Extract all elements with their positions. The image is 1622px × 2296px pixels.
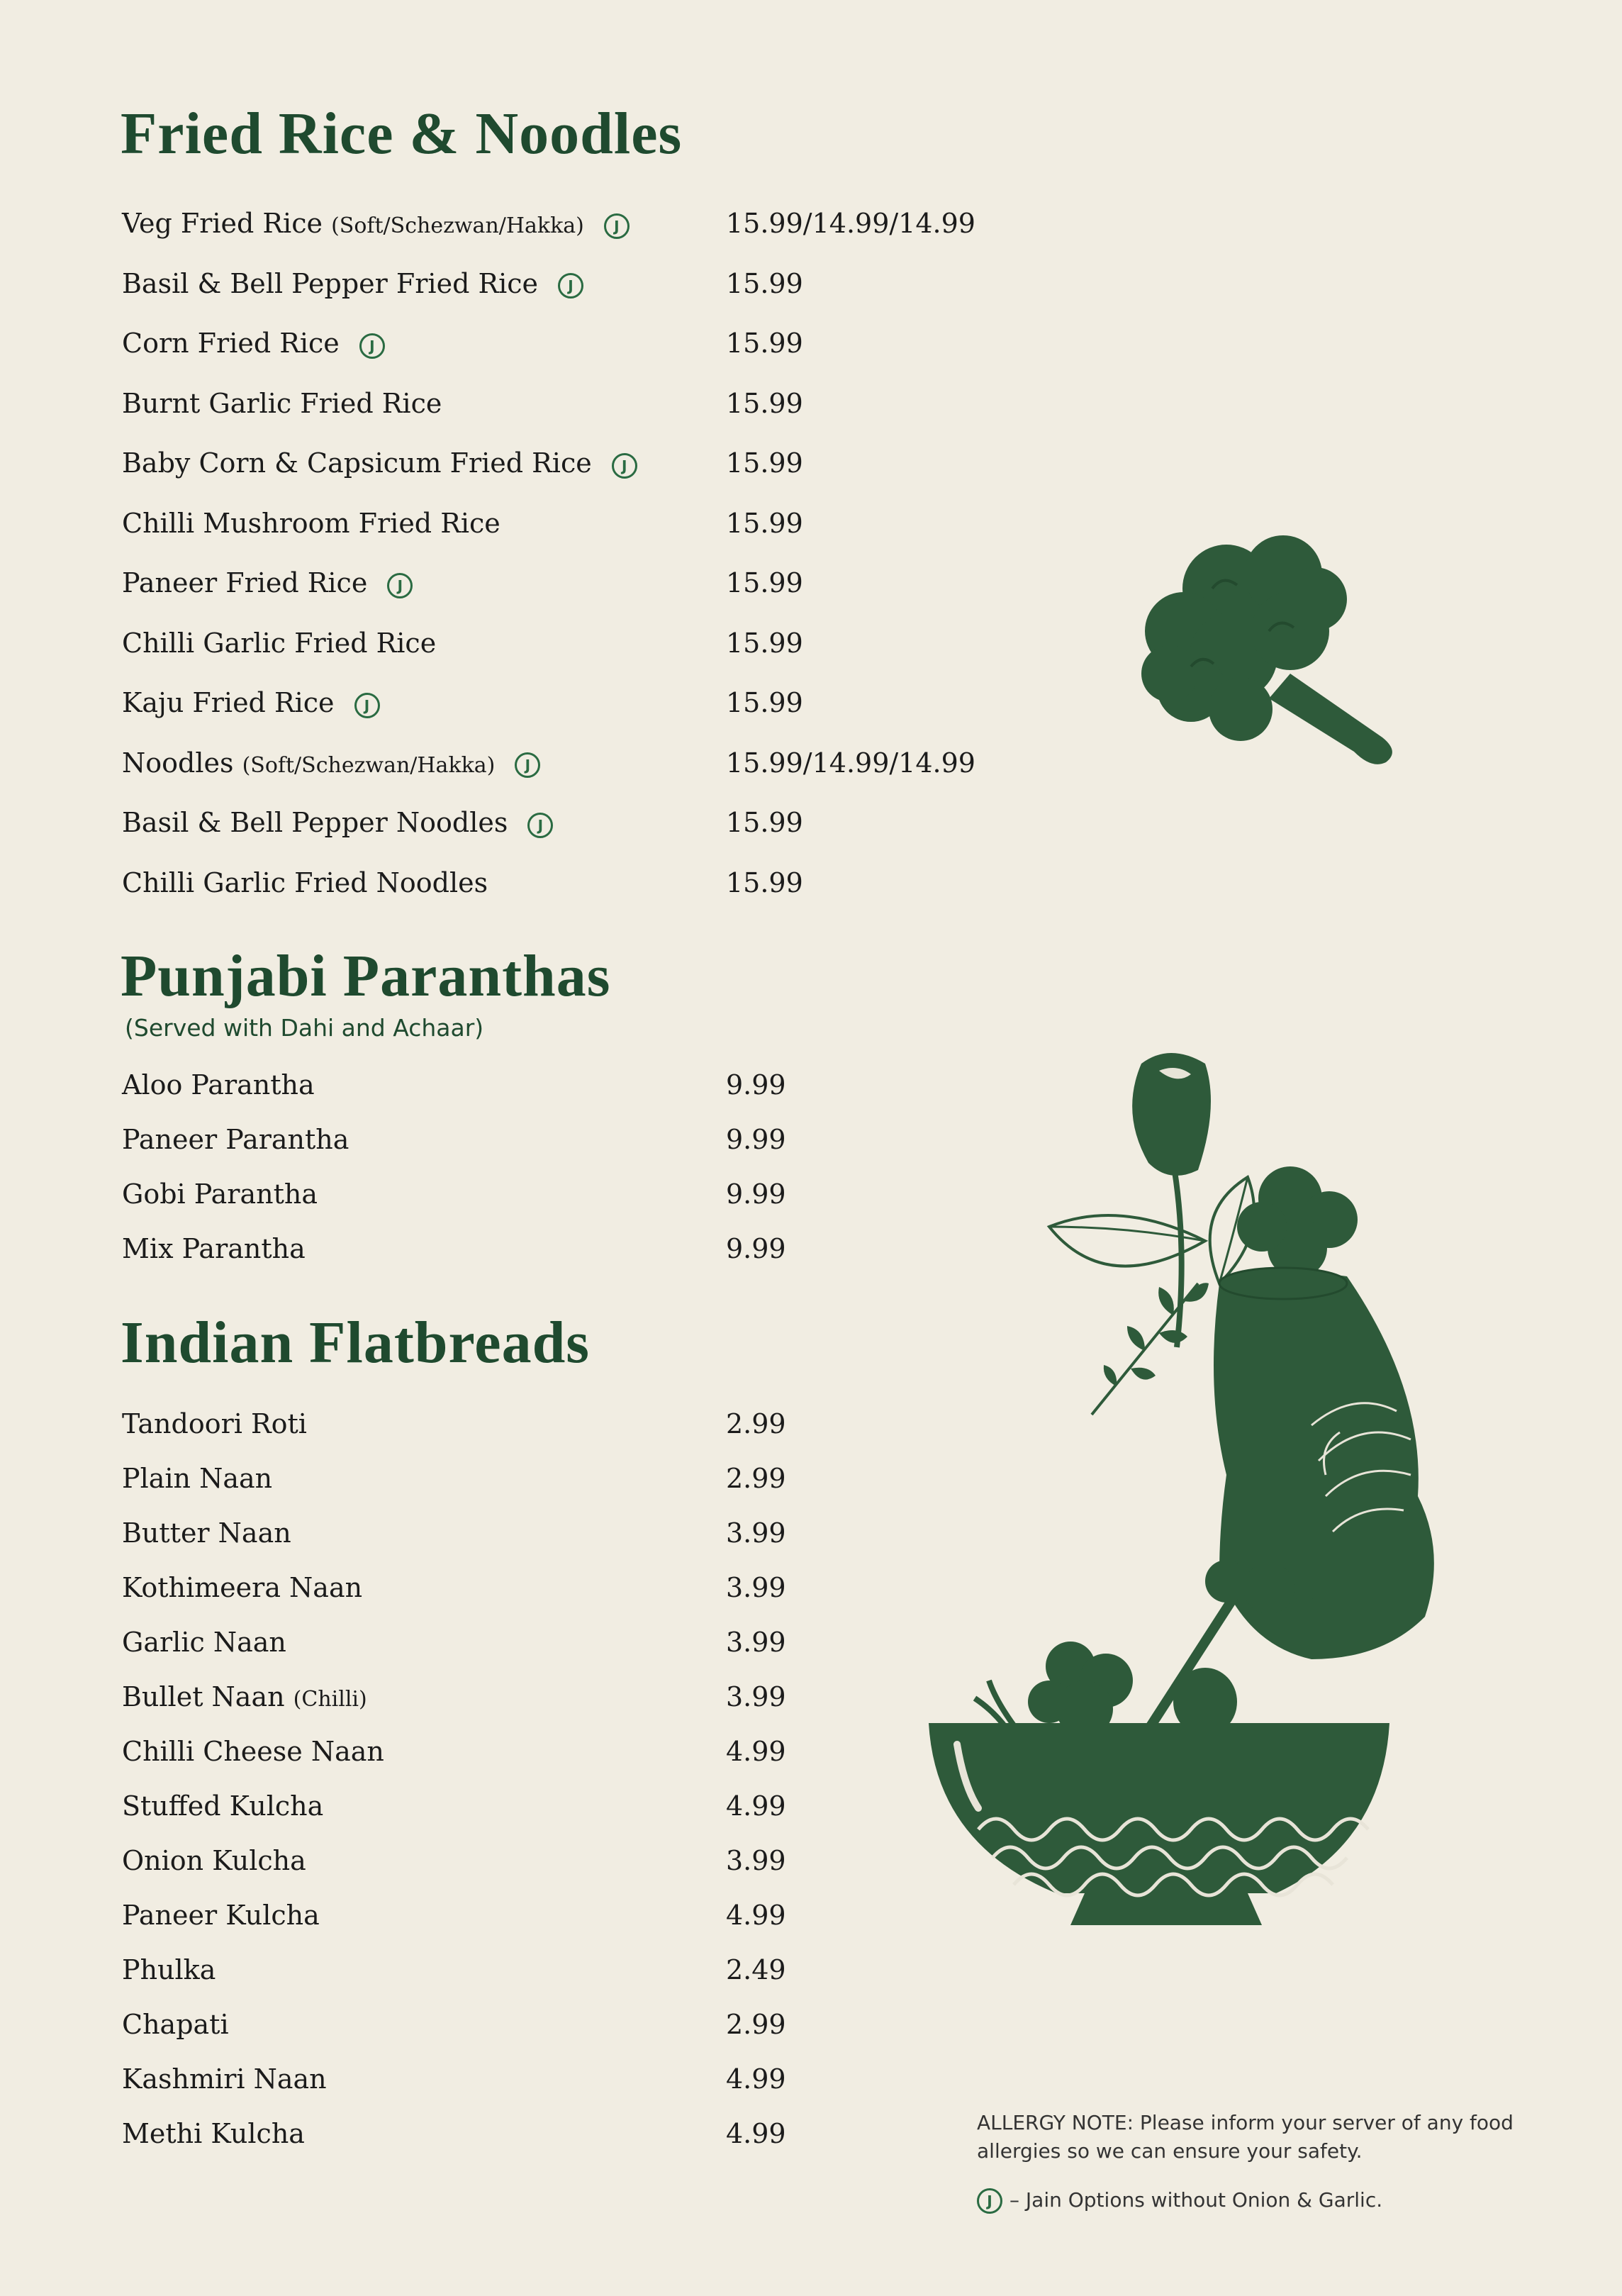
menu-item <box>122 1730 1044 1773</box>
menu-item-name <box>122 1676 367 1721</box>
menu-item-name <box>122 202 630 247</box>
menu-item-label: Chapati <box>122 2009 229 2040</box>
jain-icon: J <box>604 213 630 239</box>
menu-item-price: 9.99 <box>726 1069 786 1100</box>
menu-item-price: 15.99 <box>726 447 803 479</box>
menu-item-name <box>122 2003 229 2046</box>
menu-item-price: 2.99 <box>726 1408 786 1439</box>
menu-item-name <box>122 1621 286 1664</box>
jain-icon: J <box>977 2188 1002 2214</box>
menu-item-label: Basil & Bell Pepper Noodles <box>122 807 508 838</box>
menu-item-label: Chilli Mushroom Fried Rice <box>122 507 500 539</box>
menu-item <box>122 801 1044 844</box>
menu-item-price: 15.99 <box>726 567 803 598</box>
menu-item-price: 9.99 <box>726 1233 786 1264</box>
menu-item-label: Veg Fried Rice <box>122 208 323 239</box>
menu-item-price: 15.99/14.99/14.99 <box>726 747 975 779</box>
menu-item-price: 2.99 <box>726 2009 786 2040</box>
broccoli-illustration <box>1127 525 1411 773</box>
jain-icon: J <box>354 693 380 718</box>
menu-item-name <box>122 1730 384 1773</box>
menu-item-label: Methi Kulcha <box>122 2118 305 2149</box>
menu-item-label: Paneer Kulcha <box>122 1900 320 1931</box>
menu-item-price: 15.99 <box>726 507 803 539</box>
menu-item <box>122 1949 1044 1991</box>
menu-item-label: Paneer Parantha <box>122 1124 349 1155</box>
menu-item <box>122 562 1044 604</box>
menu-item <box>122 1839 1044 1882</box>
menu-item-price: 4.99 <box>726 1790 786 1822</box>
menu-item-label: Corn Fried Rice <box>122 328 340 359</box>
menu-item-price: 15.99/14.99/14.99 <box>726 208 975 239</box>
menu-item <box>122 2112 1044 2155</box>
menu-item <box>122 742 1044 784</box>
menu-item-price: 2.49 <box>726 1954 786 1985</box>
menu-item-name <box>122 862 488 904</box>
menu-item-label: Baby Corn & Capsicum Fried Rice <box>122 447 592 479</box>
section-title-fried-rice: Fried Rice & Noodles <box>121 101 683 167</box>
menu-item-label: Chilli Garlic Fried Rice <box>122 627 437 659</box>
menu-item <box>122 2003 1044 2046</box>
menu-item-label: Chilli Garlic Fried Noodles <box>122 866 488 898</box>
jain-legend-text: – Jain Options without Onion & Garlic. <box>1009 2188 1383 2212</box>
menu-item-label: Plain Naan <box>122 1463 273 1494</box>
menu-item-label: Garlic Naan <box>122 1627 286 1658</box>
menu-item-price: 9.99 <box>726 1124 786 1155</box>
menu-item-name <box>122 1403 307 1445</box>
menu-item-name <box>122 502 500 545</box>
menu-item-price: 3.99 <box>726 1572 786 1603</box>
menu-item-name <box>122 1894 320 1936</box>
menu-item-name <box>122 262 583 305</box>
menu-item-price: 3.99 <box>726 1517 786 1549</box>
menu-item-price: 15.99 <box>726 687 803 718</box>
menu-item <box>122 322 1044 364</box>
menu-item-name <box>122 681 380 724</box>
menu-item <box>122 622 1044 664</box>
menu-item-price: 3.99 <box>726 1845 786 1876</box>
jain-icon: J <box>527 813 553 838</box>
menu-item-name <box>122 1118 349 1161</box>
menu-item-name <box>122 2112 305 2155</box>
jain-legend <box>977 2188 1382 2214</box>
menu-item-name <box>122 1566 362 1609</box>
menu-item-label: Onion Kulcha <box>122 1845 306 1876</box>
menu-item-name <box>122 1064 315 1106</box>
menu-item-name <box>122 742 540 787</box>
jain-icon: J <box>359 333 385 359</box>
menu-item <box>122 2058 1044 2100</box>
menu-item-name <box>122 442 637 484</box>
menu-item <box>122 862 1044 904</box>
menu-item-name <box>122 801 553 844</box>
menu-item-label: Chilli Cheese Naan <box>122 1736 384 1767</box>
menu-item-name <box>122 562 413 604</box>
menu-item <box>122 1785 1044 1827</box>
menu-item <box>122 1173 1044 1215</box>
menu-item-name <box>122 1839 306 1882</box>
menu-item-label: Phulka <box>122 1954 216 1985</box>
menu-item-label: Kaju Fried Rice <box>122 687 335 718</box>
menu-item <box>122 1566 1044 1609</box>
menu-item-name <box>122 1457 272 1500</box>
menu-item-label: Butter Naan <box>122 1517 291 1549</box>
hand-bowl-illustration <box>922 1042 1524 1985</box>
menu-item-label: Kashmiri Naan <box>122 2063 327 2095</box>
menu-item-name <box>122 1512 291 1554</box>
menu-item-note: (Soft/Schezwan/Hakka) <box>242 752 496 778</box>
menu-item-price: 15.99 <box>726 807 803 838</box>
section-title-flatbreads: Indian Flatbreads <box>121 1310 590 1376</box>
menu-item-label: Bullet Naan <box>122 1681 285 1712</box>
menu-item-price: 2.99 <box>726 1463 786 1494</box>
menu-item <box>122 1118 1044 1161</box>
menu-item <box>122 1512 1044 1554</box>
menu-item-price: 3.99 <box>726 1627 786 1658</box>
menu-item-label: Paneer Fried Rice <box>122 567 368 598</box>
menu-item-price: 4.99 <box>726 1736 786 1767</box>
menu-item <box>122 1457 1044 1500</box>
jain-icon: J <box>387 573 413 598</box>
menu-item-price: 15.99 <box>726 866 803 898</box>
menu-item-label: Stuffed Kulcha <box>122 1790 324 1822</box>
menu-item <box>122 1064 1044 1106</box>
menu-item-price: 4.99 <box>726 2118 786 2149</box>
menu-item <box>122 1621 1044 1664</box>
menu-item <box>122 1894 1044 1936</box>
menu-item <box>122 1403 1044 1445</box>
menu-item <box>122 1676 1044 1718</box>
menu-item-price: 15.99 <box>726 387 803 419</box>
paranthas-subtitle: (Served with Dahi and Achaar) <box>125 1014 484 1042</box>
menu-item-name <box>122 1173 318 1215</box>
menu-item-price: 9.99 <box>726 1178 786 1210</box>
menu-item <box>122 1227 1044 1270</box>
menu-item-price: 15.99 <box>726 627 803 659</box>
menu-item-label: Gobi Parantha <box>122 1178 318 1210</box>
menu-item-label: Kothimeera Naan <box>122 1572 363 1603</box>
menu-item-note: (Chilli) <box>293 1687 367 1712</box>
menu-item-label: Tandoori Roti <box>122 1408 307 1439</box>
menu-item-price: 4.99 <box>726 1900 786 1931</box>
menu-item-note: (Soft/Schezwan/Hakka) <box>331 213 584 238</box>
menu-item-label: Burnt Garlic Fried Rice <box>122 387 442 419</box>
menu-item-name <box>122 1227 306 1270</box>
menu-item-name <box>122 622 436 664</box>
menu-item-name <box>122 382 442 425</box>
jain-icon: J <box>515 752 540 778</box>
menu-item <box>122 442 1044 484</box>
menu-item-name <box>122 322 385 364</box>
jain-icon: J <box>558 273 583 299</box>
menu-item <box>122 681 1044 724</box>
menu-item-price: 15.99 <box>726 267 803 299</box>
menu-item <box>122 202 1044 245</box>
section-title-paranthas: Punjabi Paranthas <box>121 943 611 1009</box>
menu-item <box>122 502 1044 545</box>
menu-item-name <box>122 2058 327 2100</box>
menu-item-label: Noodles <box>122 747 234 779</box>
menu-item-label: Aloo Parantha <box>122 1069 315 1100</box>
jain-icon: J <box>612 453 637 479</box>
menu-item <box>122 382 1044 425</box>
menu-item <box>122 262 1044 305</box>
menu-item-price: 4.99 <box>726 2063 786 2095</box>
menu-item-price: 3.99 <box>726 1681 786 1712</box>
menu-item-label: Basil & Bell Pepper Fried Rice <box>122 267 539 299</box>
allergy-note: ALLERGY NOTE: Please inform your server of any food allergies so we can ensure your safety. <box>977 2111 1514 2163</box>
menu-item-label: Mix Parantha <box>122 1233 306 1264</box>
menu-item-price: 15.99 <box>726 328 803 359</box>
menu-item-name <box>122 1785 323 1827</box>
menu-item-name <box>122 1949 216 1991</box>
